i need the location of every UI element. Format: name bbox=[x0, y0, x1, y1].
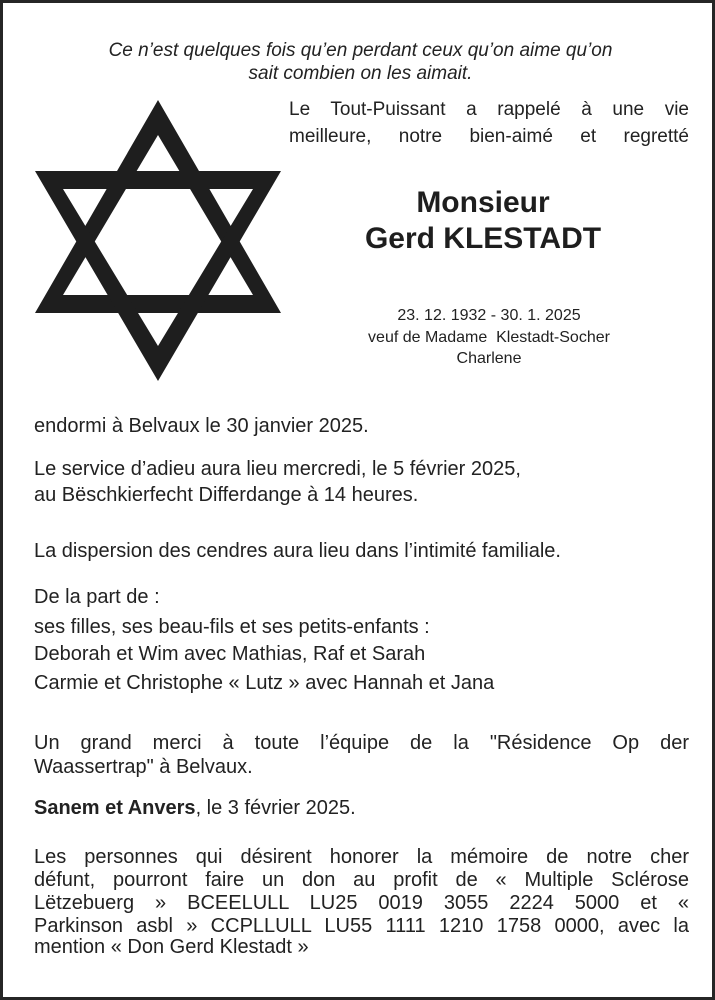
donation-line-1: Les personnes qui désirent honorer la mémoire de notre cher bbox=[34, 846, 689, 868]
family-member-1: Deborah et Wim avec Mathias, Raf et Sarah bbox=[34, 643, 426, 665]
donation-line-2: défunt, pourront faire un don au profit de « Multiple Sclérose bbox=[34, 869, 689, 891]
quote-line-1: Ce n’est quelques fois qu’en perdant ceux qu’on aime qu’on bbox=[108, 40, 613, 61]
family-heading: De la part de : bbox=[34, 586, 160, 608]
service-line-2: au Bëschkierfecht Differdange à 14 heures. bbox=[34, 484, 419, 506]
family-member-2: Carmie et Christophe « Lutz » avec Hannah et Jana bbox=[34, 672, 495, 694]
death-statement: endormi à Belvaux le 30 janvier 2025. bbox=[34, 415, 369, 437]
service-line-1: Le service d’adieu aura lieu mercredi, le 5 février 2025, bbox=[34, 458, 521, 480]
intro-line-2: meilleure, notre bien-aimé et regretté bbox=[289, 126, 689, 147]
ashes-statement: La dispersion des cendres aura lieu dans l’intimité familiale. bbox=[34, 540, 561, 562]
place-date-line bbox=[34, 798, 689, 818]
quote-line-2: sait combien on les aimait. bbox=[248, 63, 473, 84]
donation-line-5: mention « Don Gerd Klestadt » bbox=[34, 936, 309, 958]
donation-line-4: Parkinson asbl » CCPLLULL LU55 1111 1210 1758 0000, avec la bbox=[34, 915, 689, 937]
widower-line-1: veuf de Madame Klestadt-Socher bbox=[368, 329, 610, 346]
donation-line-3: Lëtzebuerg » BCEELULL LU25 0019 3055 2224 5000 et « bbox=[34, 892, 689, 914]
thanks-line-1: Un grand merci à toute l’équipe de la "Résidence Op der bbox=[34, 732, 689, 754]
deceased-title: Monsieur bbox=[416, 186, 550, 219]
life-dates: 23. 12. 1932 - 30. 1. 2025 bbox=[397, 307, 581, 324]
intro-line-1: Le Tout-Puissant a rappelé à une vie bbox=[289, 99, 689, 120]
family-relation: ses filles, ses beau-fils et ses petits-enfants : bbox=[34, 616, 430, 638]
signing-date: , le 3 février 2025. bbox=[195, 797, 356, 819]
widower-line-2: Charlene bbox=[456, 350, 522, 367]
place-names: Sanem et Anvers bbox=[34, 797, 196, 819]
thanks-line-2: Waassertrap" à Belvaux. bbox=[34, 756, 253, 778]
deceased-name: Gerd KLESTADT bbox=[364, 222, 602, 255]
